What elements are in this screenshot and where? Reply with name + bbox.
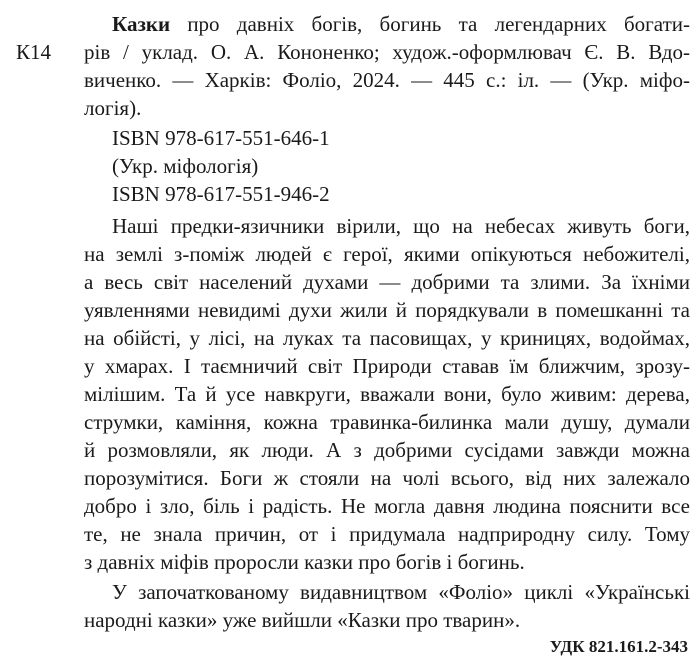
abstract-line: на землі з-поміж людей є герої, якими опікуються небожителі,: [84, 242, 690, 266]
abstract-line: народні казки» уже вийшли «Казки про тварин».: [84, 608, 521, 632]
bibliography-line-2: рів / уклад. О. А. Кононенко; худож.-оформлювач Є. В. Вдо-: [84, 40, 690, 64]
abstract-line: порозумітися. Боги ж стояли на чолі всього, від них залежало: [84, 466, 690, 490]
series-title: (Укр. міфологія): [112, 154, 259, 178]
abstract-line: у хмарах. І таємничий світ Природи ставав їм ближчим, зрозу-: [84, 354, 690, 378]
abstract-line: на обійсті, у лісі, на луках та пасовищах, у криницях, водоймах,: [84, 326, 690, 350]
abstract-line: струмки, каміння, кожна травинка-билинка мали душу, думали: [84, 410, 690, 434]
abstract-line: Наші предки-язичники вірили, що на небесах живуть боги,: [112, 214, 690, 238]
abstract-line: те, не знала причин, от і придумала надприродну силу. Тому: [84, 522, 690, 546]
bibliography-line-1: [112, 10, 690, 38]
book-title: Казки: [112, 12, 171, 36]
abstract-line: й розмовляли, як люди. А з добрими сусідами завжди можна: [84, 438, 690, 462]
udc-code: УДК 821.161.2-343: [549, 637, 688, 656]
abstract-line: добро і зло, біль і радість. Не могла давня людина пояснити все: [84, 494, 690, 518]
abstract-line: уявленнями невидимі духи жили й порядкували в помешканні та: [84, 298, 690, 322]
abstract-line: У започаткованому видавництвом «Фоліо» циклі «Українські: [112, 580, 690, 604]
bibliography-line-4: логія).: [84, 96, 142, 120]
isbn-primary: ISBN 978-617-551-646-1: [112, 126, 330, 150]
abstract-line: мілішим. Та й усе навкруги, вважали вони, було живим: дерева,: [84, 382, 690, 406]
abstract-line: з давніх міфів проросли казки про богів і богинь.: [84, 550, 525, 574]
abstract-line: а весь світ населений духами — добрими та злими. За їхніми: [84, 270, 690, 294]
author-mark: К14: [16, 40, 52, 64]
bibliography-line-3: виченко. — Харків: Фоліо, 2024. — 445 с.: іл. — (Укр. міфо-: [84, 68, 690, 92]
bibliography-line-1-text: про давніх богів, богинь та легендарних богати-: [170, 12, 690, 36]
isbn-series: ISBN 978-617-551-946-2: [112, 182, 330, 206]
